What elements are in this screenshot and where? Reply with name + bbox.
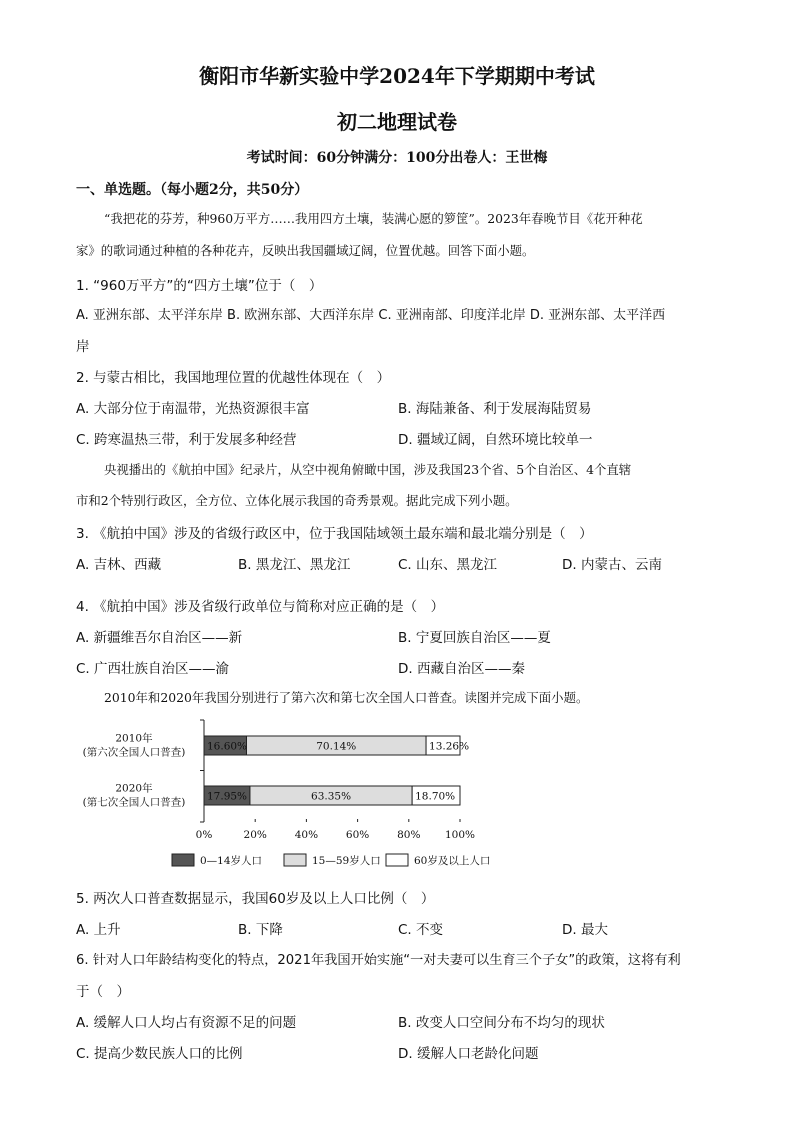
bar-value-label: 18.70% bbox=[415, 790, 456, 803]
q3-stem: 3. 《航拍中国》涉及的省级行政区中，位于我国陆域领土最东端和最北端分别是（ ） bbox=[76, 526, 593, 542]
q3-option-b: B. 黑龙江、黑龙江 bbox=[238, 557, 351, 573]
exam-subtitle: 初二地理试卷 bbox=[337, 110, 457, 134]
q4-stem: 4. 《航拍中国》涉及省级行政单位与简称对应正确的是（ ） bbox=[76, 599, 445, 615]
exam-info: 考试时间：60分钟满分：100分出卷人：王世梅 bbox=[246, 150, 548, 166]
bar-value-label: 16.60% bbox=[207, 740, 248, 753]
legend-swatch bbox=[386, 854, 408, 866]
x-tick-label: 60% bbox=[345, 829, 370, 841]
passage-3-line-1: 2010年和2020年我国分别进行了第六次和第七次全国人口普查。读图并完成下面小题。 bbox=[104, 690, 589, 705]
q5-option-d: D. 最大 bbox=[562, 922, 608, 938]
legend-label: 0—14岁人口 bbox=[200, 855, 263, 867]
legend-swatch bbox=[172, 854, 194, 866]
x-tick-label: 100% bbox=[444, 829, 476, 841]
bar-value-label: 13.26% bbox=[429, 740, 470, 753]
exam-title: 衡阳市华新实验中学2024年下学期期中考试 bbox=[199, 64, 595, 88]
passage-2-line-2: 市和2个特别行政区，全方位、立体化展示我国的奇秀景观。据此完成下列小题。 bbox=[76, 493, 518, 508]
category-year-label: 2010年 bbox=[115, 732, 153, 745]
q2-option-b: B. 海陆兼备、利于发展海陆贸易 bbox=[398, 401, 592, 417]
bar-value-label: 63.35% bbox=[311, 790, 352, 803]
q6-option-d: D. 缓解人口老龄化问题 bbox=[398, 1046, 539, 1062]
q6-stem-line-2: 于（ ） bbox=[76, 984, 130, 1000]
q4-option-d: D. 西藏自治区——秦 bbox=[398, 661, 525, 677]
x-tick-label: 0% bbox=[195, 829, 213, 841]
q3-option-d: D. 内蒙古、云南 bbox=[562, 557, 662, 573]
legend-label: 60岁及以上人口 bbox=[414, 855, 491, 867]
q4-option-c: C. 广西壮族自治区——渝 bbox=[76, 661, 230, 677]
q3-option-c: C. 山东、黑龙江 bbox=[398, 557, 498, 573]
q5-option-a: A. 上升 bbox=[76, 922, 121, 938]
q4-option-b: B. 宁夏回族自治区——夏 bbox=[398, 630, 551, 646]
q1-stem: 1. “960万平方”的“四方土壤”位于（ ） bbox=[76, 278, 323, 294]
q6-stem-line-1: 6. 针对人口年龄结构变化的特点，2021年我国开始实施“一对夫妻可以生育三个子女”的政策，这将有利 bbox=[76, 953, 681, 968]
passage-2-line-1: 央视播出的《航拍中国》纪录片，从空中视角俯瞰中国，涉及我国23个省、5个自治区、4个直辖 bbox=[104, 462, 632, 477]
q5-stem: 5. 两次人口普查数据显示，我国60岁及以上人口比例（ ） bbox=[76, 891, 435, 907]
q6-option-a: A. 缓解人口人均占有资源不足的问题 bbox=[76, 1015, 297, 1031]
legend-label: 15—59岁人口 bbox=[312, 855, 381, 867]
q1-options-line-2: 岸 bbox=[76, 339, 90, 355]
x-tick-label: 80% bbox=[397, 829, 421, 841]
bar-value-label: 17.95% bbox=[207, 790, 248, 803]
q1-options-line-1: A. 亚洲东部、太平洋东岸 B. 欧洲东部、大西洋东岸 C. 亚洲南部、印度洋北岸 D. 亚洲东部、太平洋西 bbox=[76, 308, 666, 323]
q5-option-c: C. 不变 bbox=[398, 922, 444, 938]
q6-option-b: B. 改变人口空间分布不均匀的现状 bbox=[398, 1015, 605, 1031]
category-census-label: (第六次全国人口普查) bbox=[82, 746, 186, 759]
q2-option-c: C. 跨寒温热三带，利于发展多种经营 bbox=[76, 432, 297, 448]
q3-option-a: A. 吉林、西藏 bbox=[76, 557, 162, 573]
x-tick-label: 20% bbox=[243, 829, 267, 841]
q5-option-b: B. 下降 bbox=[238, 922, 283, 938]
category-year-label: 2020年 bbox=[115, 782, 153, 795]
x-tick-label: 40% bbox=[294, 829, 319, 841]
q2-option-d: D. 疆域辽阔，自然环境比较单一 bbox=[398, 432, 593, 448]
q6-option-c: C. 提高少数民族人口的比例 bbox=[76, 1046, 243, 1062]
category-census-label: (第七次全国人口普查) bbox=[82, 796, 186, 809]
population-census-chart bbox=[60, 712, 520, 877]
q2-stem: 2. 与蒙古相比，我国地理位置的优越性体现在（ ） bbox=[76, 370, 391, 386]
legend-swatch bbox=[284, 854, 306, 866]
q2-option-a: A. 大部分位于南温带，光热资源很丰富 bbox=[76, 401, 310, 417]
q4-option-a: A. 新疆维吾尔自治区——新 bbox=[76, 630, 243, 646]
passage-1-line-2: 家》的歌词通过种植的各种花卉，反映出我国疆域辽阔，位置优越。回答下面小题。 bbox=[76, 243, 535, 258]
passage-1-line-1: “我把花的芬芳，种960万平方……我用四方土壤，装满心愿的箩筐”。2023年春晚节目《花开种花 bbox=[104, 211, 643, 226]
section-heading: 一、单选题。（每小题2分，共50分） bbox=[76, 182, 309, 198]
bar-value-label: 70.14% bbox=[316, 740, 357, 753]
